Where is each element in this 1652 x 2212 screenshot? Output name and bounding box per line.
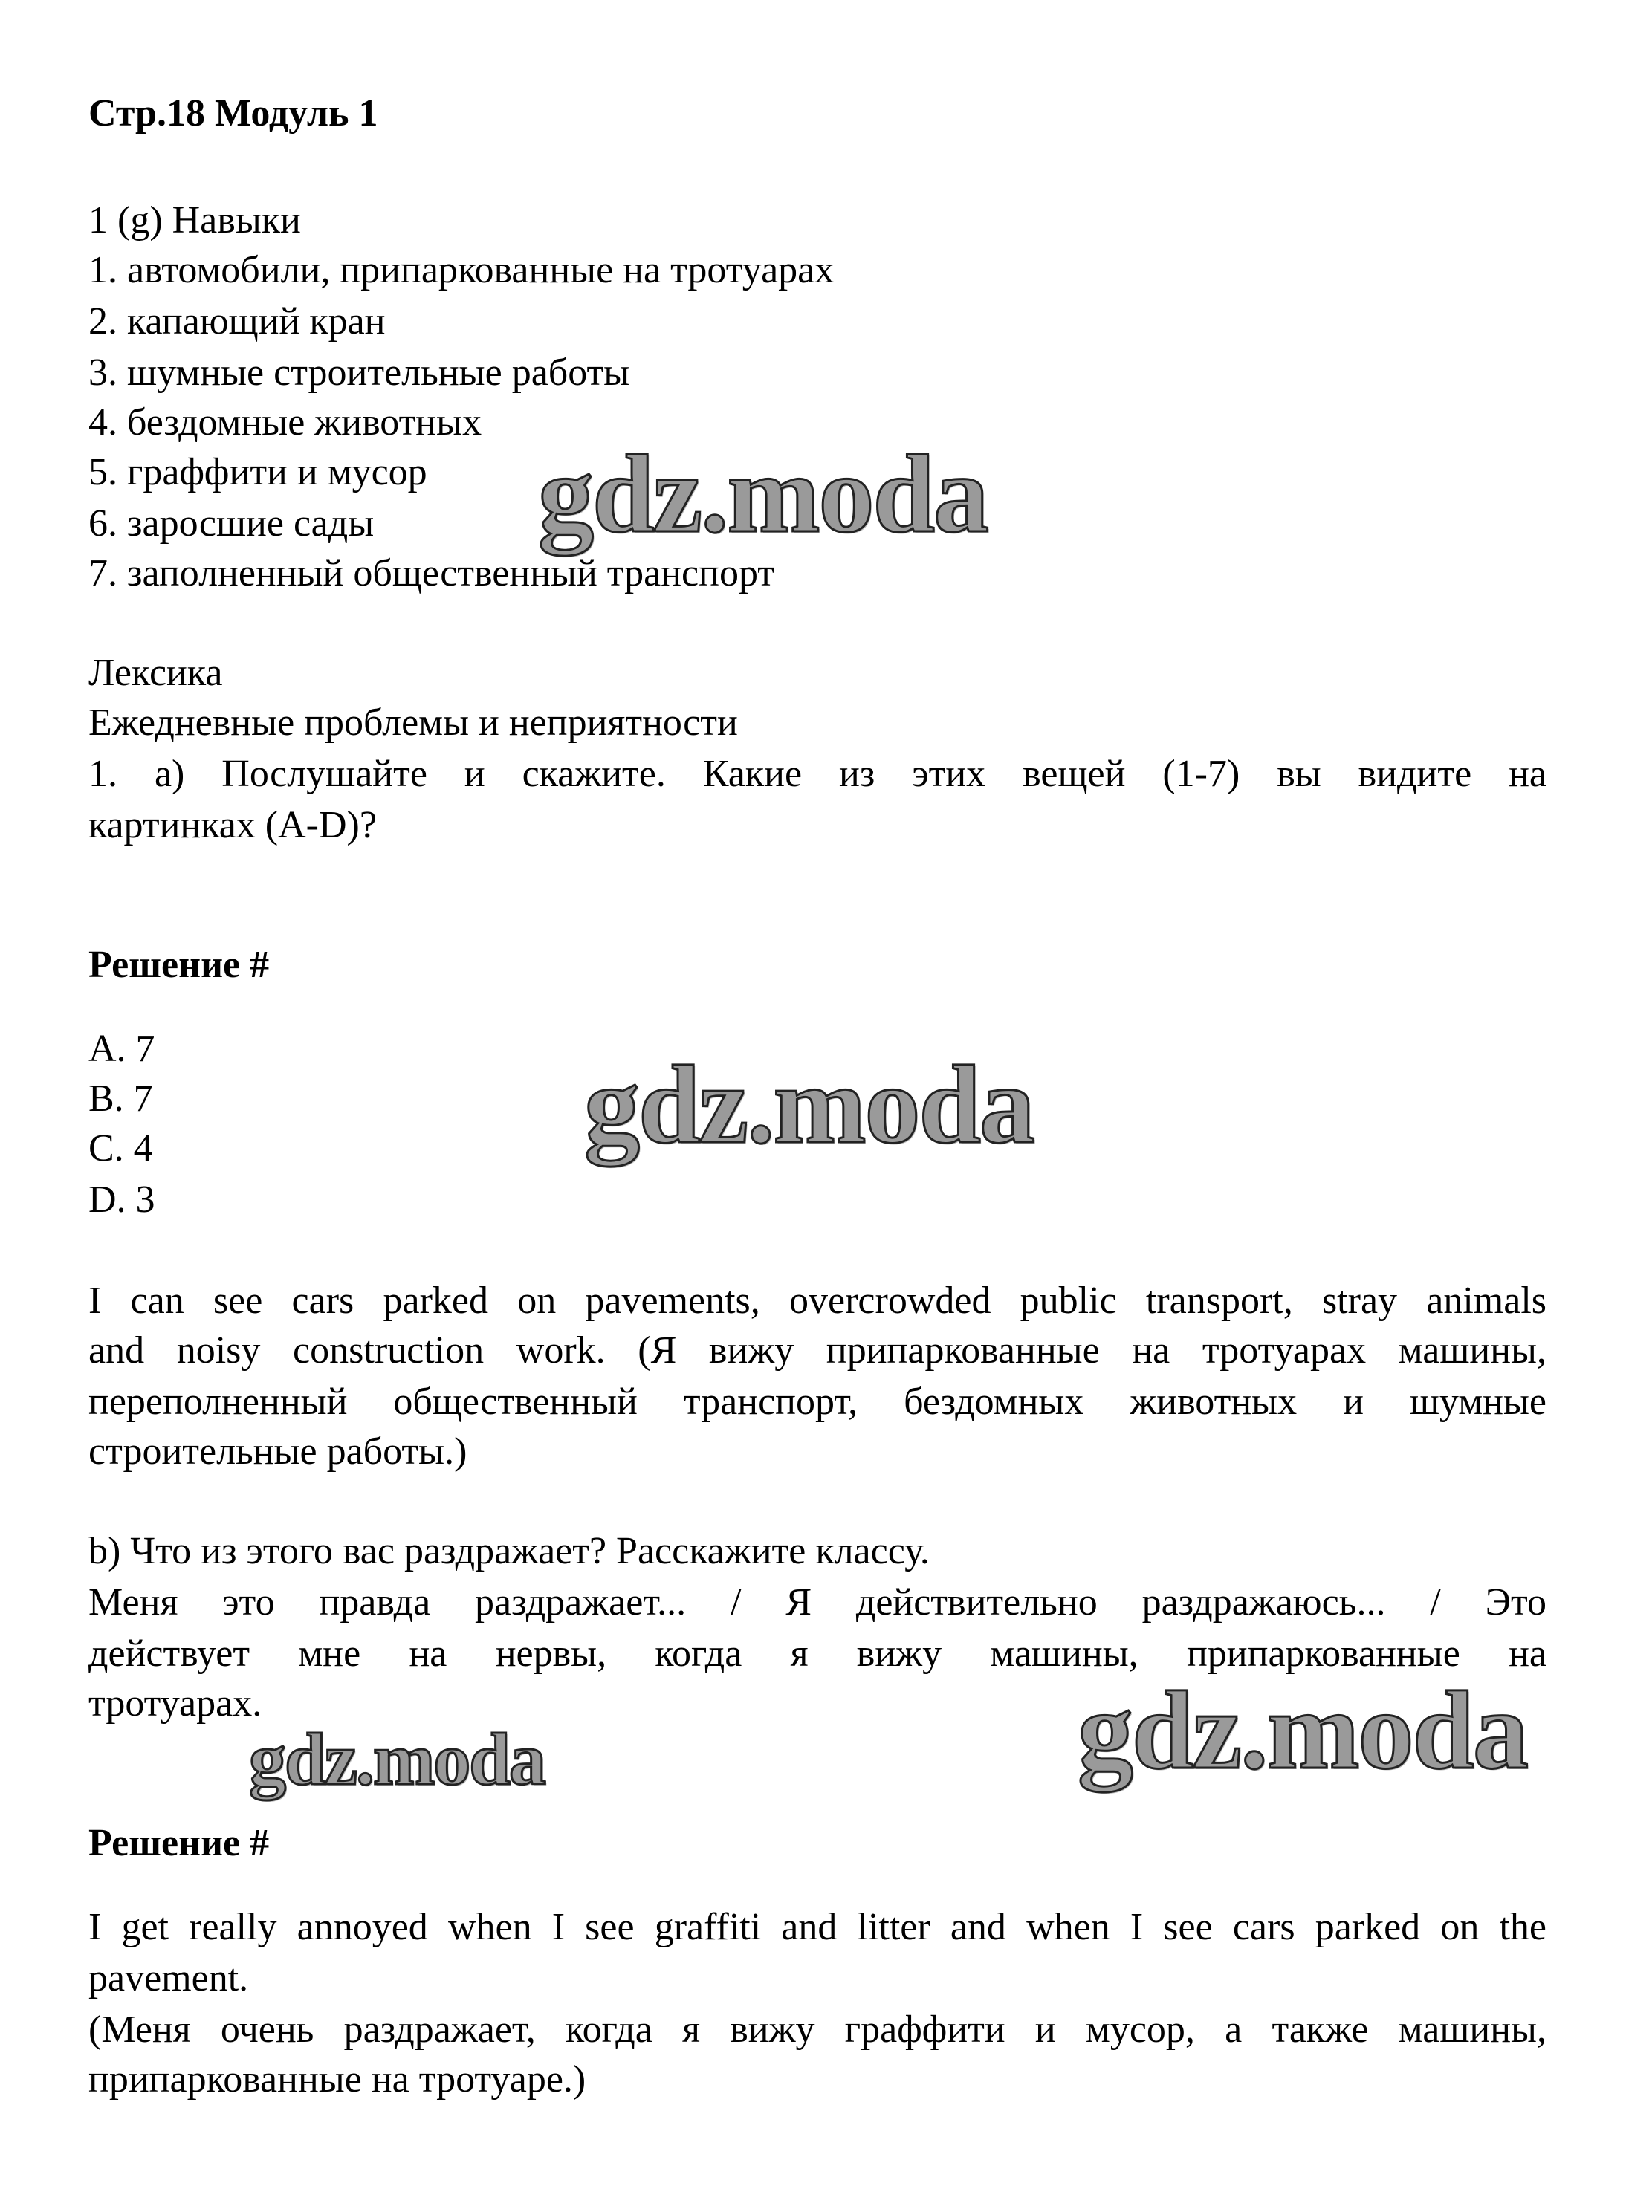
watermark-logo: gdz.moda — [538, 432, 988, 556]
solution-heading: Решение # — [88, 944, 270, 986]
solution-text: припаркованные на тротуаре.) — [88, 2058, 586, 2101]
list-item: 3. шумные строительные работы — [88, 351, 630, 394]
list-item: 4. бездомные животных — [88, 401, 482, 444]
solution-text: pavement. — [88, 1957, 249, 1999]
list-item: 6. заросшие сады — [88, 502, 375, 545]
list-item: 1. автомобили, припаркованные на тротуарах — [88, 249, 835, 291]
list-item: 2. капающий кран — [88, 300, 386, 343]
watermark-logo: gdz.moda — [1078, 1669, 1527, 1792]
solution-text: (Меня очень раздражает, когда я вижу граффити и мусор, а также машины, — [88, 2008, 1546, 2051]
watermark-logo: gdz.moda — [249, 1718, 545, 1800]
answer-paragraph: I can see cars parked on pavements, overcrowded public transport, stray animals — [88, 1279, 1546, 1322]
list-item: 7. заполненный общественный транспорт — [88, 552, 774, 594]
answer-item: B. 7 — [88, 1077, 153, 1120]
answer-item: C. 4 — [88, 1127, 153, 1170]
solution-heading: Решение # — [88, 1822, 270, 1864]
vocab-heading: Лексика — [88, 652, 223, 694]
task-text: 1. a) Послушайте и скажите. Какие из этих вещей (1-7) вы видите на — [88, 753, 1546, 795]
watermark-logo: gdz.moda — [584, 1043, 1034, 1167]
answer-item: D. 3 — [88, 1178, 155, 1221]
task-b-text: тротуарах. — [88, 1682, 262, 1725]
answer-item: A. 7 — [88, 1028, 155, 1070]
solution-text: I get really annoyed when I see graffiti and litter and when I see cars parked on the — [88, 1906, 1546, 1948]
task-text: картинках (A-D)? — [88, 804, 377, 846]
answer-paragraph: строительные работы.) — [88, 1430, 467, 1473]
task-b-text: действует мне на нервы, когда я вижу машины, припаркованные на — [88, 1632, 1546, 1675]
list-item: 5. граффити и мусор — [88, 451, 427, 493]
answer-paragraph: and noisy construction work. (Я вижу припаркованные на тротуарах машины, — [88, 1329, 1546, 1372]
skills-heading: 1 (g) Навыки — [88, 199, 301, 241]
answer-paragraph: переполненный общественный транспорт, бездомных животных и шумные — [88, 1381, 1546, 1423]
task-b-text: Меня это правда раздражает... / Я действительно раздражаюсь... / Это — [88, 1581, 1546, 1624]
vocab-subheading: Ежедневные проблемы и неприятности — [88, 701, 738, 744]
page-title: Стр.18 Модуль 1 — [88, 92, 378, 134]
task-b-text: b) Что из этого вас раздражает? Расскажите классу. — [88, 1530, 930, 1572]
